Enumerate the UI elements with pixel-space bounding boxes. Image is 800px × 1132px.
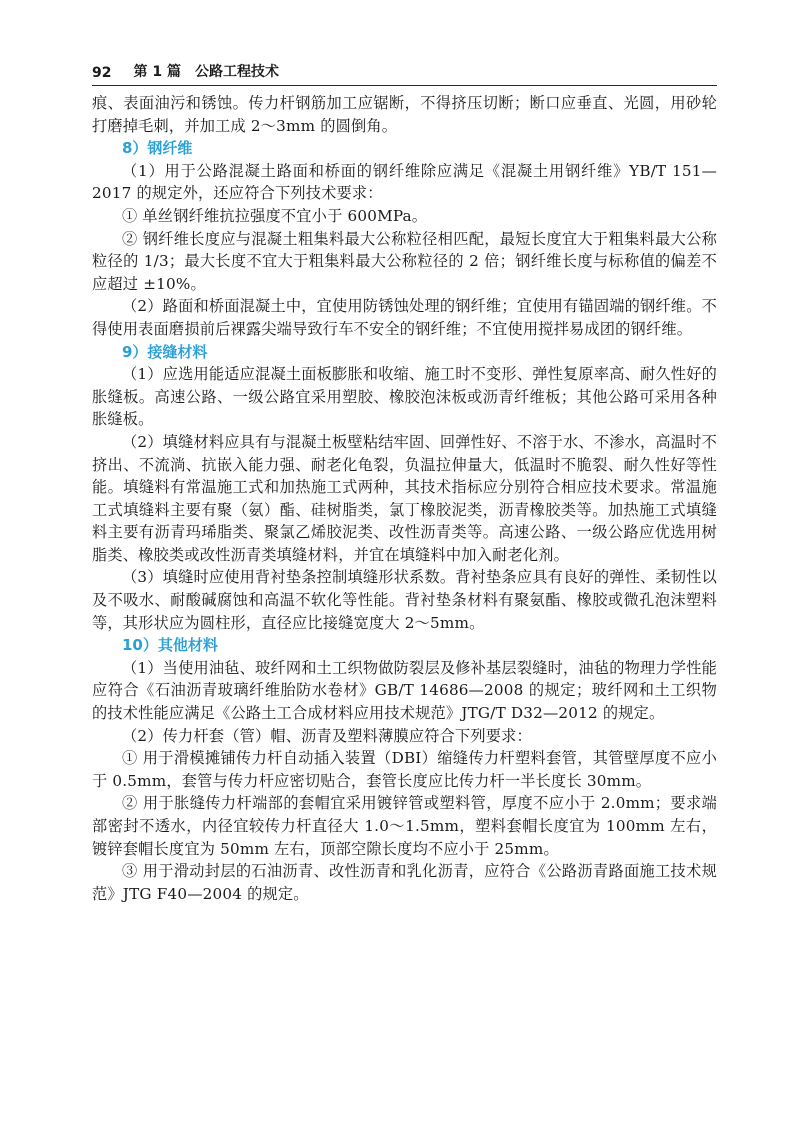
paragraph: ① 用于滑模摊铺传力杆自动插入装置（DBI）缩缝传力杆塑料套管，其管壁厚度不应小于 0.5mm，套管与传力杆应密切贴合，套管长度应比传力杆一半长度长 30mm。 <box>92 749 717 790</box>
chapter-title: 公路工程技术 <box>194 64 279 80</box>
paragraph: （2）路面和桥面混凝土中，宜使用防锈蚀处理的钢纤维；宜使用有锚固端的钢纤维。不得使用表面磨损前后裸露尖端导致行车不安全的钢纤维；不宜使用搅拌易成团的钢纤维。 <box>92 297 717 338</box>
paragraph: （3）填缝时应使用背衬垫条控制填缝形状系数。背衬垫条应具有良好的弹性、柔韧性以及不吸水、耐酸碱腐蚀和高温不软化等性能。背衬垫条材料有聚氨酯、橡胶或微孔泡沫塑料等，其形状应为圆柱形，直径应比接缝宽度大 2～5mm。 <box>92 568 717 632</box>
paragraph: （2）传力杆套（管）帽、沥青及塑料薄膜应符合下列要求： <box>122 726 532 745</box>
section-heading: 8）钢纤维 <box>122 139 193 158</box>
section-heading: 10）其他材料 <box>122 636 218 655</box>
paragraph: （1）用于公路混凝土路面和桥面的钢纤维除应满足《混凝土用钢纤维》YB/T 151—2017 的规定外，还应符合下列技术要求： <box>92 161 717 203</box>
paragraph: 痕、表面油污和锈蚀。传力杆钢筋加工应锯断，不得挤压切断；断口应垂直、光圆，用砂轮打磨掉毛刺，并加工成 2～3mm 的圆倒角。 <box>92 94 717 135</box>
chapter-label: 第 1 篇 <box>133 64 181 80</box>
paragraph: （1）当使用油毡、玻纤网和土工织物做防裂层及修补基层裂缝时，油毡的物理力学性能应符合《石油沥青玻璃纤维胎防水卷材》GB/T 14686—2008 的规定；玻纤网和土工织物的技术性能应满足《公路土工合成材料应用技术规范》JTG/T D32—2012 的规定。 <box>92 658 717 723</box>
paragraph: ① 单丝钢纤维抗拉强度不宜小于 600MPa。 <box>122 206 428 225</box>
page-number: 92 <box>92 65 112 81</box>
paragraph: （2）填缝材料应具有与混凝土板壁粘结牢固、回弹性好、不溶于水、不渗水，高温时不挤出、不流淌、抗嵌入能力强、耐老化龟裂，负温拉伸量大，低温时不脆裂、耐久性好等性能。填缝料有常温施工式和加热施工式两种，其技术指标应分别符合相应技术要求。常温施工式填缝料主要有聚（氨）酯、硅树脂类，氯丁橡胶泥类，沥青橡胶类等。加热施工式填缝料主要有沥青玛琋脂类、聚氯乙烯胶泥类、改性沥青类等。高速公路、一级公路应优选用树脂类、橡胶类或改性沥青类填缝材料，并宜在填缝料中加入耐老化剂。 <box>92 432 717 564</box>
body-text <box>92 92 717 905</box>
section-heading: 9）接缝材料 <box>122 342 208 361</box>
paragraph: ② 用于胀缝传力杆端部的套帽宜采用镀锌管或塑料管，厚度不应小于 2.0mm；要求端部密封不透水，内径宜较传力杆直径大 1.0～1.5mm，塑料套帽长度宜为 100mm 左右，镀锌套帽长度宜为 50mm 左右，顶部空隙长度均不应小于 25mm。 <box>92 794 717 858</box>
paragraph: ② 钢纤维长度应与混凝土粗集料最大公称粒径相匹配，最短长度宜大于粗集料最大公称粒径的 1/3；最大长度不宜大于粗集料最大公称粒径的 2 倍；钢纤维长度与标称值的偏差不应超过 ±10%。 <box>92 229 717 293</box>
paragraph: （1）应选用能适应混凝土面板膨胀和收缩、施工时不变形、弹性复原率高、耐久性好的胀缝板。高速公路、一级公路宜采用塑胶、橡胶泡沫板或沥青纤维板；其他公路可采用各种胀缝板。 <box>92 365 717 429</box>
paragraph: ③ 用于滑动封层的石油沥青、改性沥青和乳化沥青，应符合《公路沥青路面施工技术规范》JTG F40—2004 的规定。 <box>92 862 717 903</box>
running-header <box>92 60 717 86</box>
